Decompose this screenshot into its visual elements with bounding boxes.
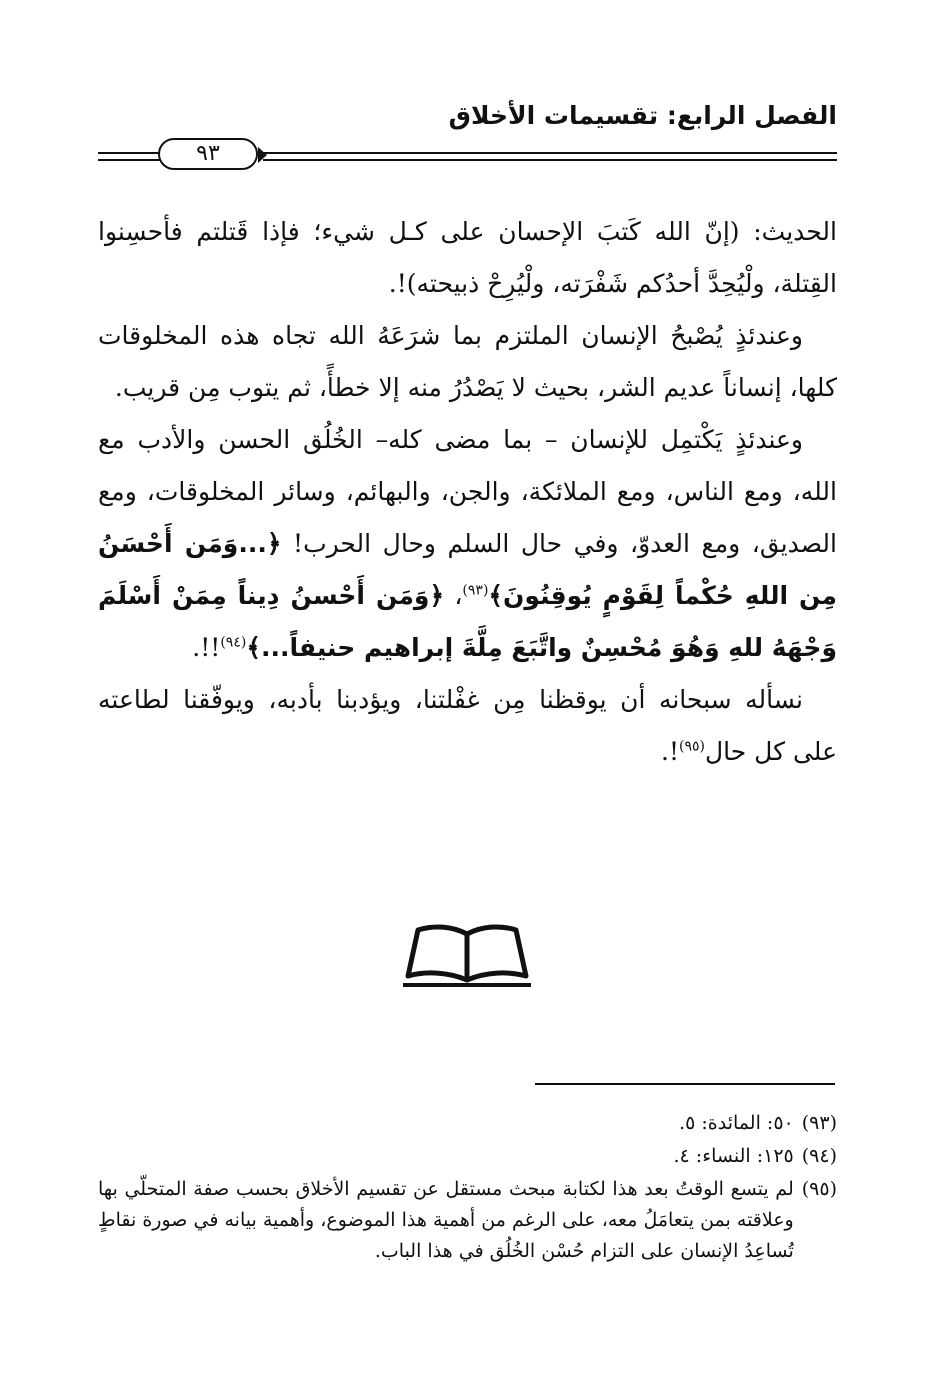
footnote-text: لم يتسع الوقتُ بعد هذا لكتابة مبحث مستقل عن تقسيم الأخلاق بحسب صفة المتحلّي بها وعلاقته بمن يتعامَلُ معه، على الرغم من أهمية هذا الموضوع، وأهمية بيانه في صورة نقاطٍ تُساعِدُ الإنسان على التزام حُسْن الخُلُق في هذا الباب. (98, 1178, 794, 1262)
quran-verse-2: ﴿وَمَن أَحْسنُ دِيناً مِمَنْ أَسْلَمَ وَجْهَهُ للهِ وَهُوَ مُحْسِنٌ واتَّبَعَ مِلَّةَ إبراهيم حنيفاً...﴾ (98, 581, 837, 662)
footnote-text: ٥٠: المائدة: ٥. (679, 1112, 794, 1134)
body-text (98, 206, 837, 778)
open-book-icon (400, 922, 534, 988)
paragraph-1 (98, 206, 837, 310)
paragraph-4 (98, 674, 837, 778)
footnote-ref-94: (٩٤) (220, 634, 247, 651)
chapter-title: الفصل الرابع: تقسيمات الأخلاق (448, 101, 837, 130)
footnote-text: ١٢٥: النساء: ٤. (673, 1145, 794, 1167)
paragraph-4-ending: !. (661, 737, 680, 766)
footnote-number: (٩٥) (801, 1178, 837, 1200)
quran-verse-1: ﴿...وَمَن أَحْسَنُ مِن اللهِ حُكْماً لِقَوْمٍ يُوقِنُونَ﴾ (98, 529, 838, 610)
paragraph-1-text: الحديث: (إنّ الله كَتبَ الإحسان على كـل شيء؛ فإذا قَتلتم فأحسِنوا القِتلة، ولْيُحِدَّ أحدُكم شَفْرَته، ولْيُرِحْ ذبيحته)!. (98, 217, 837, 298)
header-rule (98, 138, 837, 178)
footnote-ref-95: (٩٥) (679, 738, 705, 755)
footnote-number: (٩٣) (801, 1112, 837, 1134)
footnote-ref-93: (٩٣) (462, 582, 489, 599)
page-number: ٩٣ (158, 138, 258, 170)
footnote-separator (535, 1083, 835, 1085)
footnote-94 (98, 1141, 837, 1172)
header-rule-left (98, 152, 160, 161)
paragraph-3-text: وعندئذٍ يَكْتمِل للإنسان – بما مضى كله– الخُلُق الحسن والأدب مع الله، ومع الناس، ومع الملائكة، والجن، والبهائم، وسائر المخلوقات، ومع الصديق، ومع العدوّ، وفي حال السلم وحال الحرب! (98, 425, 837, 558)
footnote-93 (98, 1108, 837, 1139)
paragraph-3 (98, 414, 837, 674)
paragraph-4-text: نسأله سبحانه أن يوقظنا مِن غفْلتنا، ويؤدبنا بأدبه، ويوفّقنا لطاعته على كل حال (98, 685, 837, 766)
page-header (98, 96, 837, 196)
paragraph-2-text: وعندئذٍ يُصْبحُ الإنسان الملتزم بما شرَعَهُ الله تجاه هذه المخلوقات كلها، إنساناً عديم الشر، بحيث لا يَصْدُرُ منه إلا خطأً، ثم يتوب مِن قريب. (98, 321, 837, 402)
footnote-95 (98, 1174, 837, 1267)
paragraph-2 (98, 310, 837, 414)
header-rule-right (263, 152, 837, 161)
footnotes (98, 1108, 837, 1269)
verse-separator: ، (444, 581, 463, 610)
paragraph-3-ending: !!. (192, 633, 221, 662)
footnote-number: (٩٤) (801, 1145, 837, 1167)
